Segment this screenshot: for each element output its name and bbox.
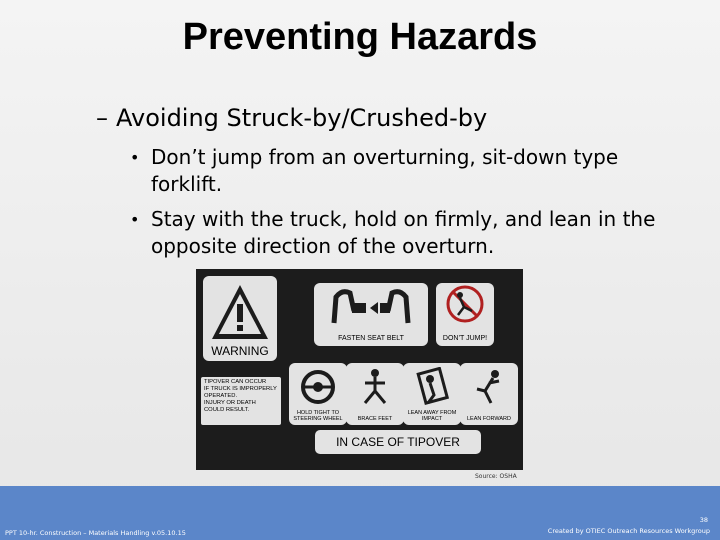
bullet-item [130,144,690,198]
lean-away-tile [403,363,461,425]
tipover-warning-text: TIPOVER CAN OCCUR IF TRUCK IS IMPROPERLY OPERATED. INJURY OR DEATH COULD RESULT. [204,379,277,413]
brace-feet-tile [346,363,404,425]
in-case-of-tipover-label: IN CASE OF TIPOVER [336,435,460,449]
level1-text: Avoiding Struck-by/Crushed-by [116,104,488,132]
warning-sign-image [196,269,523,470]
fasten-seat-belt-label: FASTEN SEAT BELT [338,335,404,342]
footer-course-text: PPT 10-hr. Construction – Materials Handling v.05.10.15 [5,529,186,537]
lean-forward-caption: LEAN FORWARD [466,416,511,422]
dont-jump-panel [436,283,494,346]
bullet-text: Stay with the truck, hold on firmly, and lean in the opposite direction of the overturn. [151,207,656,258]
warning-label: WARNING [211,344,269,358]
brace-feet-icon [355,367,395,407]
hold-tight-caption: HOLD TIGHT TO STEERING WHEEL [293,410,343,422]
tipover-warning-text-panel [201,377,281,425]
brace-feet-caption: BRACE FEET [357,416,393,422]
page-number: 38 [699,516,708,524]
footer-credit-text: Created by OTIEC Outreach Resources Workgroup [547,527,710,535]
level1-item [96,104,487,132]
bullet-dot: • [130,148,140,167]
seat-belt-icon [314,283,428,329]
lean-forward-icon [469,367,509,407]
lean-away-caption: LEAN AWAY FROM IMPACT [407,410,457,422]
slide-title: Preventing Hazards [182,16,538,58]
hold-tight-tile [289,363,347,425]
no-jump-icon [436,283,494,331]
dont-jump-label: DON’T JUMP! [442,335,488,342]
fasten-seat-belt-panel [314,283,428,346]
lean-away-icon [412,367,452,407]
lean-forward-tile [460,363,518,425]
warning-panel [203,276,277,361]
bullet-text: Don’t jump from an overturning, sit-down type forklift. [151,145,619,196]
in-case-of-tipover-panel [315,430,481,454]
warning-triangle-icon [209,282,271,342]
bullet-item [130,206,690,260]
dash-marker: – [96,104,108,132]
image-source: Source: OSHA [475,473,517,480]
steering-wheel-icon [298,367,338,407]
bullet-dot: • [130,210,140,229]
